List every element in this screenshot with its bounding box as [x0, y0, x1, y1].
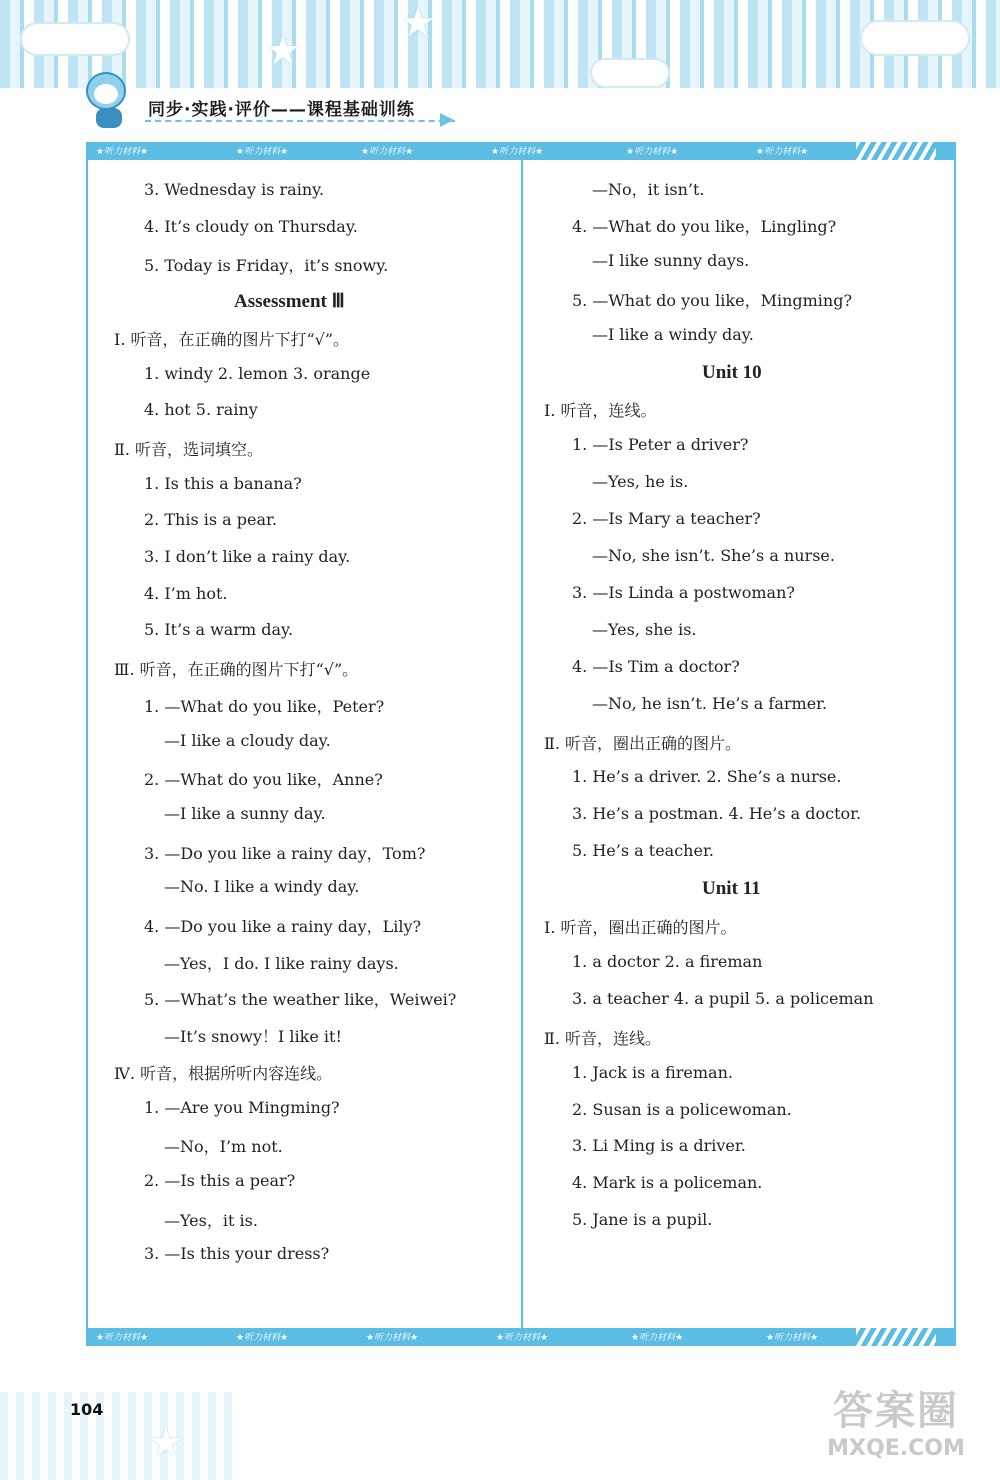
answer-line: Ⅲ. 听音，在正确的图片下打“√”。: [114, 660, 359, 680]
answer-line: 5. Today is Friday，it’s snowy.: [144, 256, 389, 276]
strip-label: ★听力材料★: [366, 1333, 419, 1343]
section-heading: Unit 10: [702, 361, 762, 383]
answer-line: 4. —Do you like a rainy day，Lily?: [144, 917, 422, 936]
answer-line: —No，it isn’t.: [592, 180, 705, 199]
answer-line: 3. Li Ming is a driver.: [572, 1136, 746, 1156]
answer-line: Ⅱ. 听音，选词填空。: [114, 439, 264, 459]
strip-label: ★听力材料★: [626, 147, 679, 157]
strip-label: ★听力材料★: [361, 147, 414, 157]
answer-line: 5. —What do you like，Mingming?: [572, 290, 853, 310]
cloud-decoration: [860, 20, 970, 56]
answer-line: 3. a teacher 4. a pupil 5. a policeman: [572, 988, 874, 1008]
column-divider: [521, 160, 523, 1328]
answer-line: 5. Jane is a pupil.: [572, 1210, 713, 1230]
star-icon: ★: [148, 1420, 184, 1466]
answer-line: 5. He’s a teacher.: [572, 841, 714, 861]
watermark-url: MXQE.COM: [827, 1436, 965, 1461]
answer-line: 4. It’s cloudy on Thursday.: [144, 216, 358, 236]
answer-line: 3. —Do you like a rainy day，Tom?: [144, 843, 426, 863]
answer-line: 2. —Is Mary a teacher?: [572, 509, 761, 529]
answer-line: Ⅰ. 听音，圈出正确的图片。: [544, 918, 737, 937]
strip-label: ★听力材料★: [756, 147, 809, 157]
answer-line: 1. He’s a driver. 2. She’s a nurse.: [572, 767, 842, 787]
strip-label: ★听力材料★: [96, 147, 149, 157]
mascot-image: [78, 66, 136, 130]
answer-line: —I like a windy day.: [592, 324, 754, 344]
answer-line: 1. windy 2. lemon 3. orange: [144, 363, 371, 383]
answer-line: Ⅱ. 听音，圈出正确的图片。: [544, 733, 742, 753]
answer-line: 3. —Is Linda a postwoman?: [572, 582, 795, 602]
answer-line: 4. I’m hot.: [144, 583, 228, 603]
answer-line: 4. —Is Tim a doctor?: [572, 656, 740, 676]
answer-line: Ⅱ. 听音，连线。: [544, 1028, 662, 1048]
answer-line: 5. —What’s the weather like，Weiwei?: [144, 990, 457, 1010]
strip-label: ★听力材料★: [96, 1333, 149, 1343]
answer-line: 1. a doctor 2. a fireman: [572, 951, 763, 971]
section-heading: Unit 11: [702, 878, 761, 900]
answer-line: 1. —Is Peter a driver?: [572, 435, 749, 455]
answer-line: 5. It’s a warm day.: [144, 620, 294, 640]
title-underline: [145, 120, 455, 122]
footer-decoration-band: [0, 1392, 240, 1480]
cloud-decoration: [20, 22, 130, 56]
section-heading: Assessment Ⅲ: [234, 291, 345, 313]
answer-line: —No，I’m not.: [164, 1137, 283, 1157]
answer-line: 2. —Is this a pear?: [144, 1170, 296, 1190]
answer-line: 3. He’s a postman. 4. He’s a doctor.: [572, 804, 862, 824]
answer-line: 1. —Are you Mingming?: [144, 1097, 340, 1117]
cloud-decoration: [590, 58, 670, 88]
answer-line: —No, he isn’t. He’s a farmer.: [592, 693, 828, 713]
answer-line: 3. I don’t like a rainy day.: [144, 547, 351, 566]
answer-line: Ⅰ. 听音，连线。: [544, 401, 657, 421]
answer-line: 1. Jack is a fireman.: [572, 1062, 733, 1082]
stripe-decoration: [856, 1328, 936, 1346]
top-label-strip: [86, 142, 956, 160]
strip-label: ★听力材料★: [236, 147, 289, 157]
answer-line: 4. hot 5. rainy: [144, 400, 258, 420]
answer-line: —It’s snowy！I like it!: [164, 1027, 342, 1047]
answer-line: —I like a cloudy day.: [164, 730, 331, 750]
star-icon: ★: [265, 28, 301, 74]
answer-line: —No. I like a windy day.: [164, 877, 360, 897]
answer-line: 2. —What do you like，Anne?: [144, 770, 383, 790]
answer-line: Ⅳ. 听音，根据所听内容连线。: [114, 1063, 333, 1083]
answer-line: 3. Wednesday is rainy.: [144, 180, 325, 199]
answer-line: 1. Is this a banana?: [144, 473, 302, 493]
series-title: 同步·实践·评价——课程基础训练: [148, 100, 415, 120]
answer-line: 1. —What do you like，Peter?: [144, 696, 385, 716]
star-icon: ★: [400, 0, 436, 46]
answer-line: —Yes, she is.: [592, 619, 697, 639]
answer-line: Ⅰ. 听音，在正确的图片下打“√”。: [114, 329, 350, 349]
answer-line: —I like a sunny day.: [164, 803, 326, 823]
answer-line: —Yes，it is.: [164, 1210, 258, 1230]
answer-line: 3. —Is this your dress?: [144, 1244, 330, 1264]
strip-label: ★听力材料★: [496, 1333, 549, 1343]
bottom-label-strip: [86, 1328, 956, 1346]
answer-line: —Yes, he is.: [592, 472, 689, 492]
answer-line: —Yes，I do. I like rainy days.: [164, 953, 399, 973]
strip-label: ★听力材料★: [631, 1333, 684, 1343]
page-number: 104: [70, 1400, 104, 1419]
strip-label: ★听力材料★: [491, 147, 544, 157]
answer-line: —I like sunny days.: [592, 250, 750, 270]
answer-line: 2. This is a pear.: [144, 510, 278, 530]
strip-label: ★听力材料★: [766, 1333, 819, 1343]
answer-line: 4. Mark is a policeman.: [572, 1173, 763, 1193]
watermark-logo-text: 答案圈: [833, 1388, 959, 1434]
watermark: [806, 1388, 986, 1472]
answer-line: 4. —What do you like，Lingling?: [572, 216, 837, 236]
arrow-icon: [440, 113, 454, 127]
answer-line: 2. Susan is a policewoman.: [572, 1099, 792, 1119]
strip-label: ★听力材料★: [236, 1333, 289, 1343]
stripe-decoration: [856, 142, 936, 160]
answer-line: —No, she isn’t. She’s a nurse.: [592, 546, 835, 565]
header-decoration-band: [0, 0, 1000, 88]
